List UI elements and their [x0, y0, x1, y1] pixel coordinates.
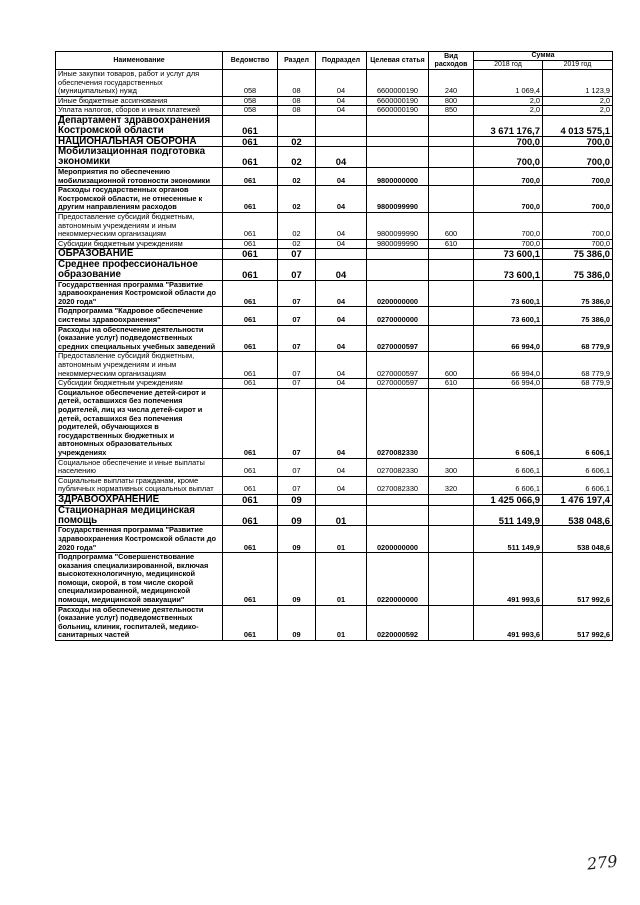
cell-subsection: 04 — [316, 307, 367, 325]
cell-section: 07 — [278, 260, 316, 281]
cell-subsection: 04 — [316, 212, 367, 239]
cell-target-article: 0220000592 — [367, 605, 429, 640]
cell-expense-type: 600 — [429, 212, 474, 239]
col-header-sum: Сумма — [474, 52, 613, 61]
cell-name: Расходы на обеспечение деятельности (оказание услуг) подведомственных больниц, клиник, госпиталей, медико-санитарных частей — [56, 605, 223, 640]
cell-expense-type — [429, 605, 474, 640]
cell-target-article: 6600000190 — [367, 70, 429, 97]
cell-sum-2019: 75 386,0 — [543, 280, 613, 307]
table-row — [56, 147, 613, 168]
cell-department: 061 — [223, 147, 278, 168]
cell-expense-type — [429, 136, 474, 147]
cell-target-article — [367, 260, 429, 281]
cell-department: 061 — [223, 212, 278, 239]
cell-department: 061 — [223, 458, 278, 476]
cell-target-article: 6600000190 — [367, 106, 429, 116]
cell-section — [278, 115, 316, 136]
cell-sum-2018: 73 600,1 — [474, 307, 543, 325]
cell-department: 058 — [223, 106, 278, 116]
cell-expense-type — [429, 249, 474, 260]
table-row — [56, 212, 613, 239]
cell-expense-type: 240 — [429, 70, 474, 97]
cell-subsection: 04 — [316, 476, 367, 494]
cell-name: Социальное обеспечение и иные выплаты населению — [56, 458, 223, 476]
cell-subsection: 04 — [316, 167, 367, 185]
cell-section: 07 — [278, 458, 316, 476]
cell-sum-2018: 73 600,1 — [474, 280, 543, 307]
cell-sum-2018: 2,0 — [474, 96, 543, 106]
cell-name: Расходы государственных органов Костромской области, не отнесенные к другим направлениям расходов — [56, 186, 223, 213]
cell-expense-type — [429, 388, 474, 458]
cell-department: 061 — [223, 505, 278, 526]
cell-subsection: 04 — [316, 96, 367, 106]
cell-sum-2018: 2,0 — [474, 106, 543, 116]
col-header-target-article: Целевая статья — [367, 52, 429, 70]
cell-subsection — [316, 115, 367, 136]
cell-name: Предоставление субсидий бюджетным, автономным учреждениям и иным некоммерческим организациям — [56, 352, 223, 379]
cell-sum-2018: 66 994,0 — [474, 325, 543, 352]
cell-name: Уплата налогов, сборов и иных платежей — [56, 106, 223, 116]
cell-subsection — [316, 249, 367, 260]
cell-section: 02 — [278, 212, 316, 239]
cell-name: Стационарная медицинская помощь — [56, 505, 223, 526]
table-row — [56, 458, 613, 476]
cell-section: 09 — [278, 505, 316, 526]
cell-department: 061 — [223, 476, 278, 494]
cell-section: 07 — [278, 280, 316, 307]
table-row — [56, 167, 613, 185]
table-row — [56, 249, 613, 260]
cell-department: 061 — [223, 167, 278, 185]
table-row — [56, 115, 613, 136]
col-header-year-2019: 2019 год — [543, 61, 613, 70]
cell-name: Мероприятия по обеспечению мобилизационной готовности экономики — [56, 167, 223, 185]
cell-sum-2019: 1 476 197,4 — [543, 494, 613, 505]
cell-subsection: 04 — [316, 280, 367, 307]
table-row — [56, 605, 613, 640]
cell-name: Подпрограмма "Кадровое обеспечение системы здравоохранения" — [56, 307, 223, 325]
cell-sum-2018: 511 149,9 — [474, 526, 543, 553]
cell-sum-2019: 700,0 — [543, 167, 613, 185]
cell-target-article: 6600000190 — [367, 96, 429, 106]
cell-section: 02 — [278, 147, 316, 168]
cell-name: ЗДРАВООХРАНЕНИЕ — [56, 494, 223, 505]
cell-department: 061 — [223, 307, 278, 325]
cell-name: Среднее профессиональное образование — [56, 260, 223, 281]
cell-sum-2018: 6 606,1 — [474, 388, 543, 458]
table-row — [56, 136, 613, 147]
cell-subsection: 04 — [316, 388, 367, 458]
cell-target-article: 0270000597 — [367, 379, 429, 389]
cell-name: Субсидии бюджетным учреждениям — [56, 379, 223, 389]
cell-section: 07 — [278, 249, 316, 260]
cell-department: 061 — [223, 352, 278, 379]
cell-sum-2019: 517 992,6 — [543, 553, 613, 606]
cell-expense-type — [429, 260, 474, 281]
cell-sum-2018: 700,0 — [474, 167, 543, 185]
cell-sum-2018: 73 600,1 — [474, 249, 543, 260]
cell-subsection: 04 — [316, 186, 367, 213]
cell-sum-2019: 517 992,6 — [543, 605, 613, 640]
cell-subsection: 04 — [316, 106, 367, 116]
cell-name: Государственная программа "Развитие здравоохранения Костромской области до 2020 года" — [56, 526, 223, 553]
cell-section: 07 — [278, 307, 316, 325]
cell-target-article: 0200000000 — [367, 280, 429, 307]
page-number: 279 — [586, 851, 619, 874]
budget-sheet — [55, 51, 612, 641]
cell-subsection: 01 — [316, 505, 367, 526]
cell-department: 061 — [223, 379, 278, 389]
cell-subsection: 01 — [316, 526, 367, 553]
cell-name: НАЦИОНАЛЬНАЯ ОБОРОНА — [56, 136, 223, 147]
cell-subsection: 01 — [316, 605, 367, 640]
cell-target-article — [367, 136, 429, 147]
cell-target-article: 9800099990 — [367, 239, 429, 249]
cell-target-article — [367, 115, 429, 136]
cell-department: 058 — [223, 96, 278, 106]
col-header-department: Ведомство — [223, 52, 278, 70]
table-row — [56, 379, 613, 389]
cell-sum-2019: 700,0 — [543, 136, 613, 147]
cell-subsection: 04 — [316, 260, 367, 281]
cell-subsection: 04 — [316, 70, 367, 97]
cell-sum-2019: 6 606,1 — [543, 458, 613, 476]
cell-name: Социальное обеспечение детей-сирот и детей, оставшихся без попечения родителей, лиц из числа детей-сирот и детей, оставшихся без попечения родителей, обучающихся в государственных бюджетных и автономных образовательных учреждениях — [56, 388, 223, 458]
cell-section: 08 — [278, 70, 316, 97]
cell-sum-2019: 68 779,9 — [543, 379, 613, 389]
cell-sum-2018: 3 671 176,7 — [474, 115, 543, 136]
cell-sum-2019: 75 386,0 — [543, 307, 613, 325]
cell-section: 07 — [278, 379, 316, 389]
cell-name: Государственная программа "Развитие здравоохранения Костромской области до 2020 года" — [56, 280, 223, 307]
cell-subsection: 04 — [316, 325, 367, 352]
cell-name: Мобилизационная подготовка экономики — [56, 147, 223, 168]
cell-section: 08 — [278, 106, 316, 116]
cell-sum-2019: 6 606,1 — [543, 388, 613, 458]
cell-expense-type — [429, 186, 474, 213]
table-row — [56, 260, 613, 281]
cell-sum-2019: 68 779,9 — [543, 352, 613, 379]
cell-section: 07 — [278, 352, 316, 379]
cell-name: Подпрограмма "Совершенствование оказания специализированной, включая высокотехнологичную, медицинской помощи, скорой, в том числе скорой специализированной, медицинской помощи, медицинской эвакуации" — [56, 553, 223, 606]
cell-sum-2018: 700,0 — [474, 147, 543, 168]
cell-target-article — [367, 494, 429, 505]
cell-target-article: 0270000000 — [367, 307, 429, 325]
cell-expense-type: 600 — [429, 352, 474, 379]
cell-department: 061 — [223, 526, 278, 553]
table-row — [56, 70, 613, 97]
table-row — [56, 352, 613, 379]
cell-sum-2019: 700,0 — [543, 239, 613, 249]
cell-sum-2018: 73 600,1 — [474, 260, 543, 281]
cell-sum-2019: 75 386,0 — [543, 249, 613, 260]
cell-target-article: 0270082330 — [367, 476, 429, 494]
cell-department: 058 — [223, 70, 278, 97]
cell-sum-2018: 1 425 066,9 — [474, 494, 543, 505]
cell-department: 061 — [223, 115, 278, 136]
cell-expense-type: 800 — [429, 96, 474, 106]
cell-target-article: 0220000000 — [367, 553, 429, 606]
cell-sum-2018: 700,0 — [474, 212, 543, 239]
cell-sum-2019: 700,0 — [543, 212, 613, 239]
cell-section: 07 — [278, 476, 316, 494]
cell-name: Иные бюджетные ассигнования — [56, 96, 223, 106]
table-row — [56, 476, 613, 494]
cell-sum-2018: 6 606,1 — [474, 476, 543, 494]
table-row — [56, 388, 613, 458]
cell-subsection — [316, 494, 367, 505]
cell-subsection: 01 — [316, 553, 367, 606]
cell-sum-2019: 538 048,6 — [543, 526, 613, 553]
cell-section: 07 — [278, 388, 316, 458]
table-row — [56, 494, 613, 505]
table-row — [56, 307, 613, 325]
cell-name: Иные закупки товаров, работ и услуг для обеспечения государственных (муниципальных) нужд — [56, 70, 223, 97]
cell-name: ОБРАЗОВАНИЕ — [56, 249, 223, 260]
col-header-expense-type: Вид расходов — [429, 52, 474, 70]
cell-name: Субсидии бюджетным учреждениям — [56, 239, 223, 249]
cell-sum-2018: 511 149,9 — [474, 505, 543, 526]
cell-sum-2019: 2,0 — [543, 96, 613, 106]
cell-section: 02 — [278, 136, 316, 147]
cell-target-article: 9800099990 — [367, 212, 429, 239]
cell-department: 061 — [223, 280, 278, 307]
cell-sum-2019: 700,0 — [543, 147, 613, 168]
cell-subsection: 04 — [316, 379, 367, 389]
table-row — [56, 186, 613, 213]
cell-department: 061 — [223, 605, 278, 640]
cell-target-article: 0270082330 — [367, 388, 429, 458]
cell-expense-type — [429, 147, 474, 168]
cell-department: 061 — [223, 325, 278, 352]
cell-expense-type: 610 — [429, 379, 474, 389]
cell-target-article — [367, 505, 429, 526]
cell-expense-type — [429, 505, 474, 526]
cell-subsection: 04 — [316, 147, 367, 168]
table-row — [56, 280, 613, 307]
cell-expense-type — [429, 553, 474, 606]
cell-expense-type — [429, 307, 474, 325]
cell-section: 02 — [278, 186, 316, 213]
col-header-section: Раздел — [278, 52, 316, 70]
table-row — [56, 553, 613, 606]
cell-target-article — [367, 249, 429, 260]
cell-expense-type: 300 — [429, 458, 474, 476]
cell-sum-2019: 2,0 — [543, 106, 613, 116]
cell-sum-2018: 1 069,4 — [474, 70, 543, 97]
cell-target-article: 9800099990 — [367, 186, 429, 213]
cell-name: Расходы на обеспечение деятельности (оказание услуг) подведомственных средних специальных учебных заведений — [56, 325, 223, 352]
cell-section: 02 — [278, 239, 316, 249]
cell-sum-2018: 491 993,6 — [474, 605, 543, 640]
col-header-name: Наименование — [56, 52, 223, 70]
cell-sum-2019: 700,0 — [543, 186, 613, 213]
cell-sum-2018: 66 994,0 — [474, 352, 543, 379]
cell-target-article: 9800000000 — [367, 167, 429, 185]
cell-name: Департамент здравоохранения Костромской области — [56, 115, 223, 136]
cell-name: Социальные выплаты гражданам, кроме публичных нормативных социальных выплат — [56, 476, 223, 494]
table-row — [56, 325, 613, 352]
cell-target-article: 0270082330 — [367, 458, 429, 476]
cell-subsection — [316, 136, 367, 147]
cell-sum-2019: 75 386,0 — [543, 260, 613, 281]
cell-target-article: 0270000597 — [367, 325, 429, 352]
cell-expense-type: 610 — [429, 239, 474, 249]
cell-department: 061 — [223, 136, 278, 147]
cell-sum-2018: 491 993,6 — [474, 553, 543, 606]
cell-sum-2018: 700,0 — [474, 136, 543, 147]
cell-expense-type: 320 — [429, 476, 474, 494]
cell-name: Предоставление субсидий бюджетным, автономным учреждениям и иным некоммерческим организациям — [56, 212, 223, 239]
budget-table — [55, 51, 613, 641]
cell-sum-2018: 700,0 — [474, 239, 543, 249]
cell-expense-type — [429, 115, 474, 136]
table-row — [56, 505, 613, 526]
cell-department: 061 — [223, 186, 278, 213]
cell-section: 08 — [278, 96, 316, 106]
cell-department: 061 — [223, 260, 278, 281]
cell-subsection: 04 — [316, 458, 367, 476]
table-row — [56, 526, 613, 553]
cell-section: 07 — [278, 325, 316, 352]
cell-sum-2019: 1 123,9 — [543, 70, 613, 97]
cell-sum-2019: 6 606,1 — [543, 476, 613, 494]
col-header-subsection: Подраздел — [316, 52, 367, 70]
cell-target-article — [367, 147, 429, 168]
cell-department: 061 — [223, 553, 278, 606]
cell-target-article: 0200000000 — [367, 526, 429, 553]
cell-department: 061 — [223, 249, 278, 260]
cell-expense-type — [429, 280, 474, 307]
cell-department: 061 — [223, 494, 278, 505]
cell-section: 09 — [278, 494, 316, 505]
cell-expense-type: 850 — [429, 106, 474, 116]
cell-expense-type — [429, 526, 474, 553]
table-body — [56, 70, 613, 641]
cell-section: 09 — [278, 553, 316, 606]
cell-department: 061 — [223, 239, 278, 249]
cell-subsection: 04 — [316, 239, 367, 249]
cell-section: 02 — [278, 167, 316, 185]
cell-expense-type — [429, 494, 474, 505]
cell-expense-type — [429, 325, 474, 352]
cell-sum-2019: 4 013 575,1 — [543, 115, 613, 136]
cell-subsection: 04 — [316, 352, 367, 379]
cell-target-article: 0270000597 — [367, 352, 429, 379]
cell-section: 09 — [278, 526, 316, 553]
cell-sum-2019: 538 048,6 — [543, 505, 613, 526]
cell-sum-2018: 6 606,1 — [474, 458, 543, 476]
cell-sum-2018: 66 994,0 — [474, 379, 543, 389]
cell-sum-2019: 68 779,9 — [543, 325, 613, 352]
cell-expense-type — [429, 167, 474, 185]
col-header-year-2018: 2018 год — [474, 61, 543, 70]
cell-department: 061 — [223, 388, 278, 458]
cell-sum-2018: 700,0 — [474, 186, 543, 213]
cell-section: 09 — [278, 605, 316, 640]
